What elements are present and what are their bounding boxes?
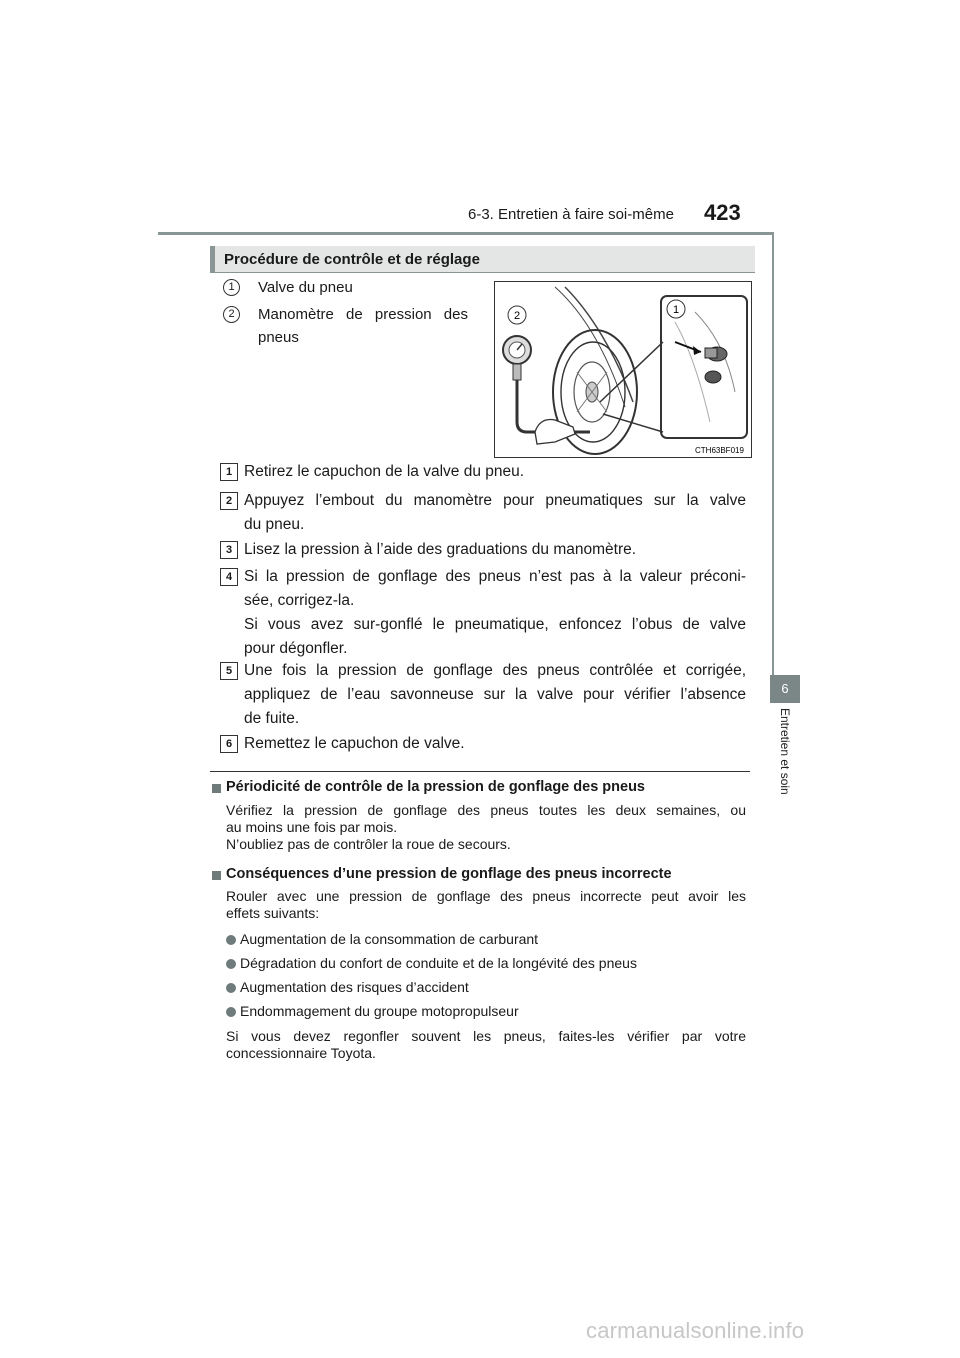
step-4-line-2: sée, corrigez-la. [244,592,355,609]
step-1-marker: 1 [220,463,238,481]
bullet-dot-icon [226,959,236,969]
tire-gauge-drawing [495,282,751,457]
step-5-line-2: appliquez de l’eau savonneuse sur la valve pour vérifier l’absence [244,686,746,703]
step-2-line-2: du pneu. [244,516,305,533]
step-2-marker: 2 [220,492,238,510]
bullet-2: Dégradation du confort de conduite et de la longévité des pneus [240,955,637,971]
note-1-square-icon [212,784,221,793]
callout-2-label-line1: Manomètre de pression des [258,306,468,323]
bullet-dot-icon [226,983,236,993]
figure-callout-2: 2 [513,310,521,322]
callout-1-label: Valve du pneu [258,279,353,296]
step-4-line-3: Si vous avez sur-gonflé le pneumatique, enfoncez l’obus de valve [244,616,746,633]
note-2-line-1: Rouler avec une pression de gonflage des pneus incorrecte peut avoir les [226,888,746,904]
step-6-text [244,732,746,756]
callout-2-label-line2: pneus [258,329,299,346]
chapter-tab-number: 6 [770,675,800,703]
step-1-line-1: Retirez le capuchon de la valve du pneu. [244,463,525,480]
figure-callout-1: 1 [672,304,680,316]
note-1-heading: Périodicité de contrôle de la pression de gonflage des pneus [226,779,645,795]
step-4-line-4: pour dégonfler. [244,640,348,657]
header-rule [158,232,798,235]
step-3-line-1: Lisez la pression à l’aide des graduations du manomètre. [244,541,637,558]
note-1-line-2: au moins une fois par mois. [226,819,398,835]
step-4-marker: 4 [220,568,238,586]
step-3-text [244,538,746,562]
bullet-1: Augmentation de la consommation de carburant [240,931,539,947]
step-2-line-1: Appuyez l’embout du manomètre pour pneumatiques sur la valve [244,492,746,509]
bullet-dot-icon [226,935,236,945]
note-2-body [226,888,746,922]
page-number: 423 [704,200,741,225]
running-header-section: 6-3. Entretien à faire soi-même [468,206,674,223]
note-2-square-icon [212,871,221,880]
side-tab-rail [772,232,800,675]
bullet-4: Endommagement du groupe motopropulseur [240,1003,519,1019]
chapter-tab-label-wrap [770,708,800,878]
step-5-text [244,659,746,731]
step-4-line-1: Si la pression de gonflage des pneus n’est pas à la valeur préconi- [244,568,746,585]
step-3-marker: 3 [220,541,238,559]
step-5-marker: 5 [220,662,238,680]
note-2-heading: Conséquences d’une pression de gonflage des pneus incorrecte [226,866,672,882]
note-2-closing-line-2: concessionnaire Toyota. [226,1045,376,1061]
step-2-text [244,489,746,537]
step-1-text [244,460,746,484]
bullet-dot-icon [226,1007,236,1017]
note-2-line-2: effets suivants: [226,905,320,921]
section-heading: Procédure de contrôle et de réglage [224,251,480,268]
callout-2-marker: 2 [223,306,240,323]
step-5-line-3: de fuite. [244,710,300,727]
notes-divider [210,771,750,772]
note-1-line-1: Vérifiez la pression de gonflage des pneus toutes les deux semaines, ou [226,802,746,818]
callout-1-marker: 1 [223,279,240,296]
bullet-3: Augmentation des risques d’accident [240,979,469,995]
note-1-line-3: N’oubliez pas de contrôler la roue de secours. [226,836,511,852]
note-2-closing [226,1028,746,1062]
step-5-line-1: Une fois la pression de gonflage des pneus contrôlée et corrigée, [244,662,746,679]
chapter-tab-label: Entretien et soin [778,708,792,795]
step-6-line-1: Remettez le capuchon de valve. [244,735,465,752]
figure-code: CTH63BF019 [695,446,744,455]
note-2-closing-line-1: Si vous devez regonfler souvent les pneus, faites-les vérifier par votre [226,1028,746,1044]
watermark: carmanualsonline.info [586,1318,805,1343]
step-4-text [244,565,746,661]
tire-pressure-illustration [494,281,752,458]
step-6-marker: 6 [220,735,238,753]
note-1-body [226,802,746,853]
